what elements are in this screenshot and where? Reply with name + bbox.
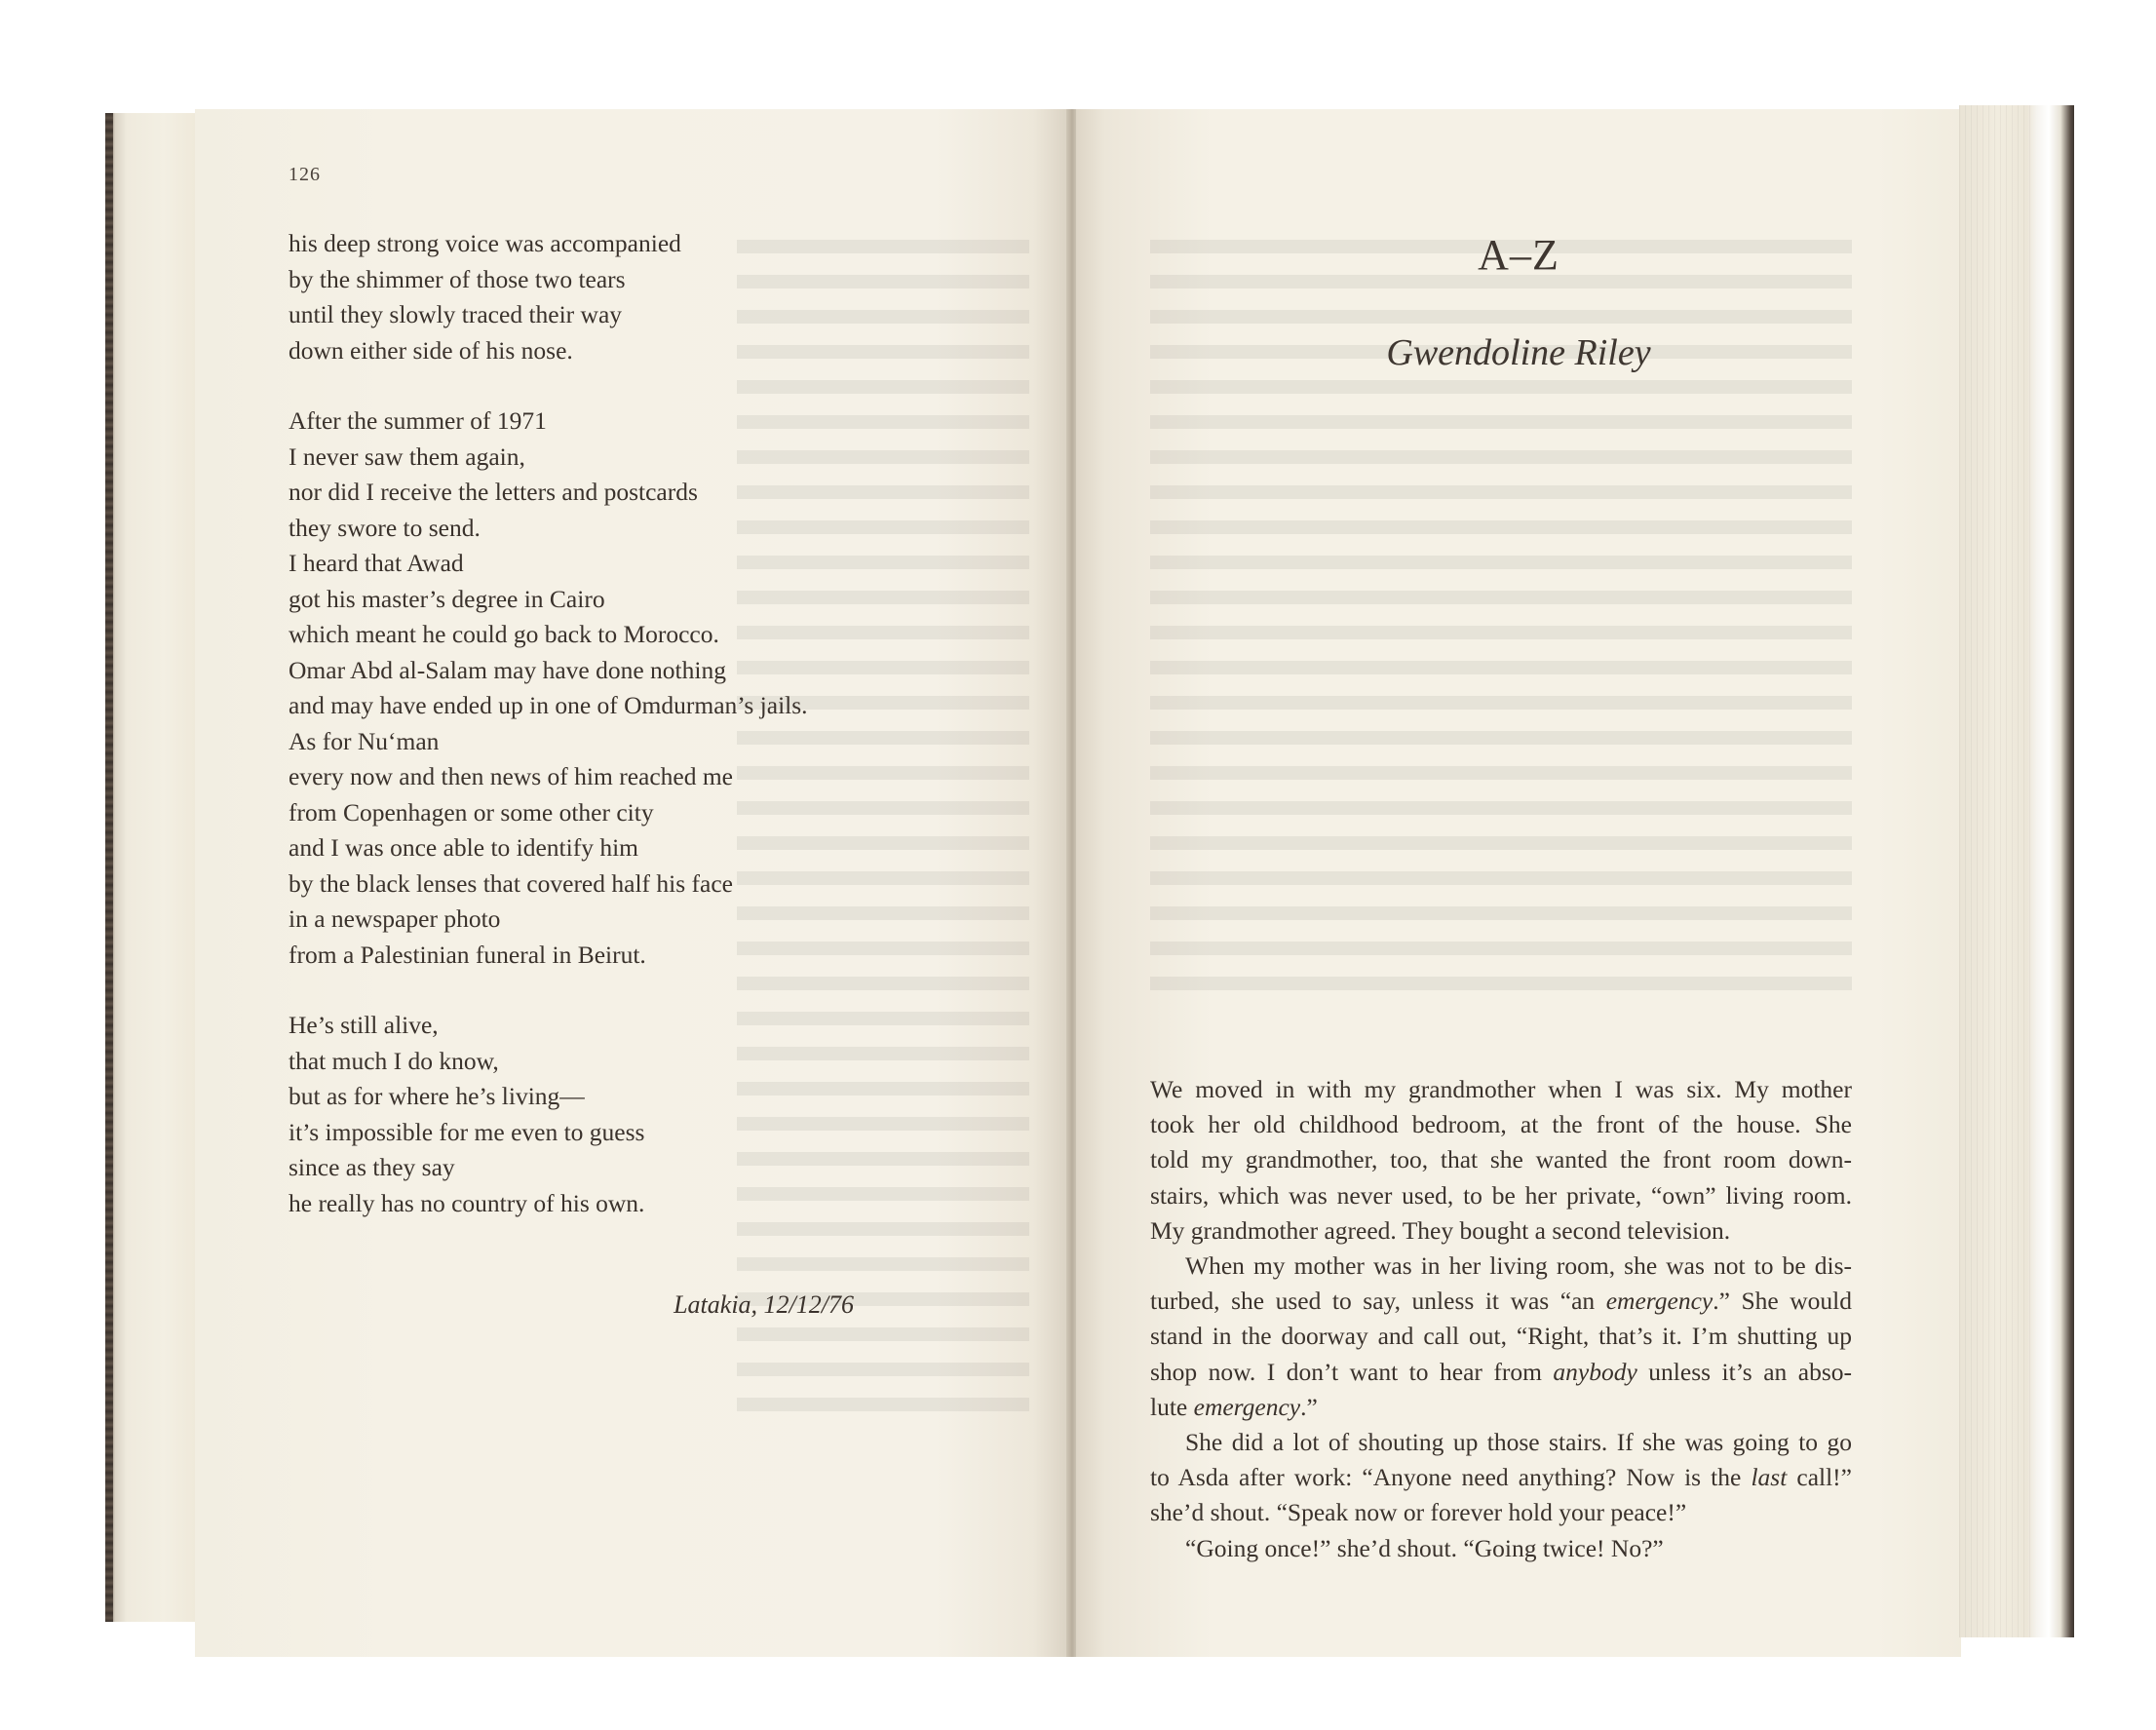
chapter-author: Gwendoline Riley bbox=[1386, 332, 1651, 373]
prose-text: She did a lot of shouting up those stairs. If she was going to go bbox=[1185, 1428, 1852, 1457]
prose-text: to Asda after work: “Anyone need anything? Now is the bbox=[1150, 1463, 1752, 1492]
prose-line bbox=[1150, 1213, 1852, 1249]
poem-line: by the black lenses that covered half his face bbox=[289, 868, 733, 898]
poem-line: As for Nu‘man bbox=[289, 726, 440, 755]
prose-text: “Going once!” she’d shout. “Going twice! No?” bbox=[1185, 1533, 1664, 1562]
poem-line: every now and then news of him reached me bbox=[289, 762, 733, 790]
prose-line bbox=[1150, 1178, 1852, 1213]
prose-line bbox=[1150, 1390, 1852, 1425]
prose-italic: anybody bbox=[1553, 1357, 1637, 1386]
prose-line bbox=[1150, 1425, 1852, 1460]
poem-line: they swore to send. bbox=[289, 513, 481, 542]
prose-line bbox=[1150, 1319, 1852, 1354]
poem-line: until they slowly traced their way bbox=[289, 300, 623, 328]
prose-text: We moved in with my grandmother when I was six. My mother bbox=[1150, 1075, 1852, 1103]
right-page-edge-lines bbox=[1959, 105, 2035, 1637]
prose-text: .” bbox=[1300, 1392, 1318, 1421]
prose-line bbox=[1150, 1107, 1852, 1142]
poem-line: he really has no country of his own. bbox=[289, 1188, 645, 1217]
page-number: 126 bbox=[289, 164, 321, 185]
poem-signature: Latakia, 12/12/76 bbox=[674, 1290, 854, 1319]
chapter-title: A–Z bbox=[1478, 231, 1559, 279]
poem-line: it’s impossible for me even to guess bbox=[289, 1117, 645, 1146]
poem-line: but as for where he’s living— bbox=[289, 1082, 585, 1110]
poem-line: and I was once able to identify him bbox=[289, 833, 639, 862]
poem-line: He’s still alive, bbox=[289, 1011, 439, 1039]
prose-text: stand in the doorway and call out, “Right, that’s it. I’m shutting up bbox=[1150, 1322, 1852, 1351]
prose-italic: emergency bbox=[1193, 1392, 1301, 1421]
poem bbox=[289, 226, 912, 1256]
prose-line bbox=[1150, 1284, 1852, 1319]
poem-line: that much I do know, bbox=[289, 1046, 499, 1075]
poem-line: his deep strong voice was accompanied bbox=[289, 229, 681, 257]
poem-line: down either side of his nose. bbox=[289, 335, 573, 365]
prose-line bbox=[1150, 1142, 1852, 1177]
poem-line: I never saw them again, bbox=[289, 442, 525, 471]
poem-line: got his master’s degree in Cairo bbox=[289, 584, 605, 613]
poem-line: by the shimmer of those two tears bbox=[289, 264, 626, 293]
poem-line: since as they say bbox=[289, 1153, 455, 1181]
poem-stanza bbox=[289, 404, 912, 973]
poem-line: which meant he could go back to Morocco. bbox=[289, 620, 719, 648]
prose-text: lute bbox=[1150, 1392, 1194, 1421]
prose-body bbox=[1150, 1072, 1852, 1566]
poem-line: Omar Abd al-Salam may have done nothing bbox=[289, 655, 726, 684]
prose-line bbox=[1150, 1072, 1852, 1107]
prose-line bbox=[1150, 1495, 1852, 1530]
prose-text: took her old childhood bedroom, at the front of the house. She bbox=[1150, 1110, 1852, 1139]
poem-line: from Copenhagen or some other city bbox=[289, 797, 654, 827]
prose-line bbox=[1150, 1249, 1852, 1284]
poem-line: I heard that Awad bbox=[289, 549, 464, 577]
prose-line bbox=[1150, 1531, 1852, 1566]
prose-text: .” She would bbox=[1713, 1287, 1852, 1316]
poem-line: in a newspaper photo bbox=[289, 904, 501, 933]
poem-line: nor did I receive the letters and postcards bbox=[289, 478, 698, 506]
left-cover-edge bbox=[105, 113, 113, 1622]
poem-line: from a Palestinian funeral in Beirut. bbox=[289, 940, 646, 969]
prose-italic: emergency bbox=[1605, 1287, 1713, 1316]
prose-text: My grandmother agreed. They bought a second television. bbox=[1150, 1215, 1731, 1245]
prose-text: turbed, she used to say, unless it was “an bbox=[1150, 1287, 1606, 1316]
prose-text: unless it’s an abso- bbox=[1636, 1357, 1852, 1386]
prose-text: shop now. I don’t want to hear from bbox=[1150, 1357, 1554, 1386]
prose-line bbox=[1150, 1460, 1852, 1495]
prose-text: When my mother was in her living room, she was not to be dis- bbox=[1185, 1251, 1852, 1281]
poem-line: and may have ended up in one of Omdurman’s jails. bbox=[289, 691, 808, 719]
prose-text: told my grandmother, too, that she wanted the front room down- bbox=[1150, 1145, 1852, 1174]
prose-text: stairs, which was never used, to be her private, “own” living room. bbox=[1150, 1180, 1852, 1210]
prose-text: she’d shout. “Speak now or forever hold your peace!” bbox=[1150, 1498, 1687, 1527]
prose-italic: last bbox=[1751, 1463, 1788, 1492]
poem-stanza bbox=[289, 1008, 912, 1221]
left-page-edges bbox=[105, 113, 195, 1622]
prose-text: call!” bbox=[1787, 1463, 1852, 1492]
prose-line bbox=[1150, 1355, 1852, 1390]
poem-line: After the summer of 1971 bbox=[289, 406, 547, 435]
poem-stanza bbox=[289, 226, 912, 368]
